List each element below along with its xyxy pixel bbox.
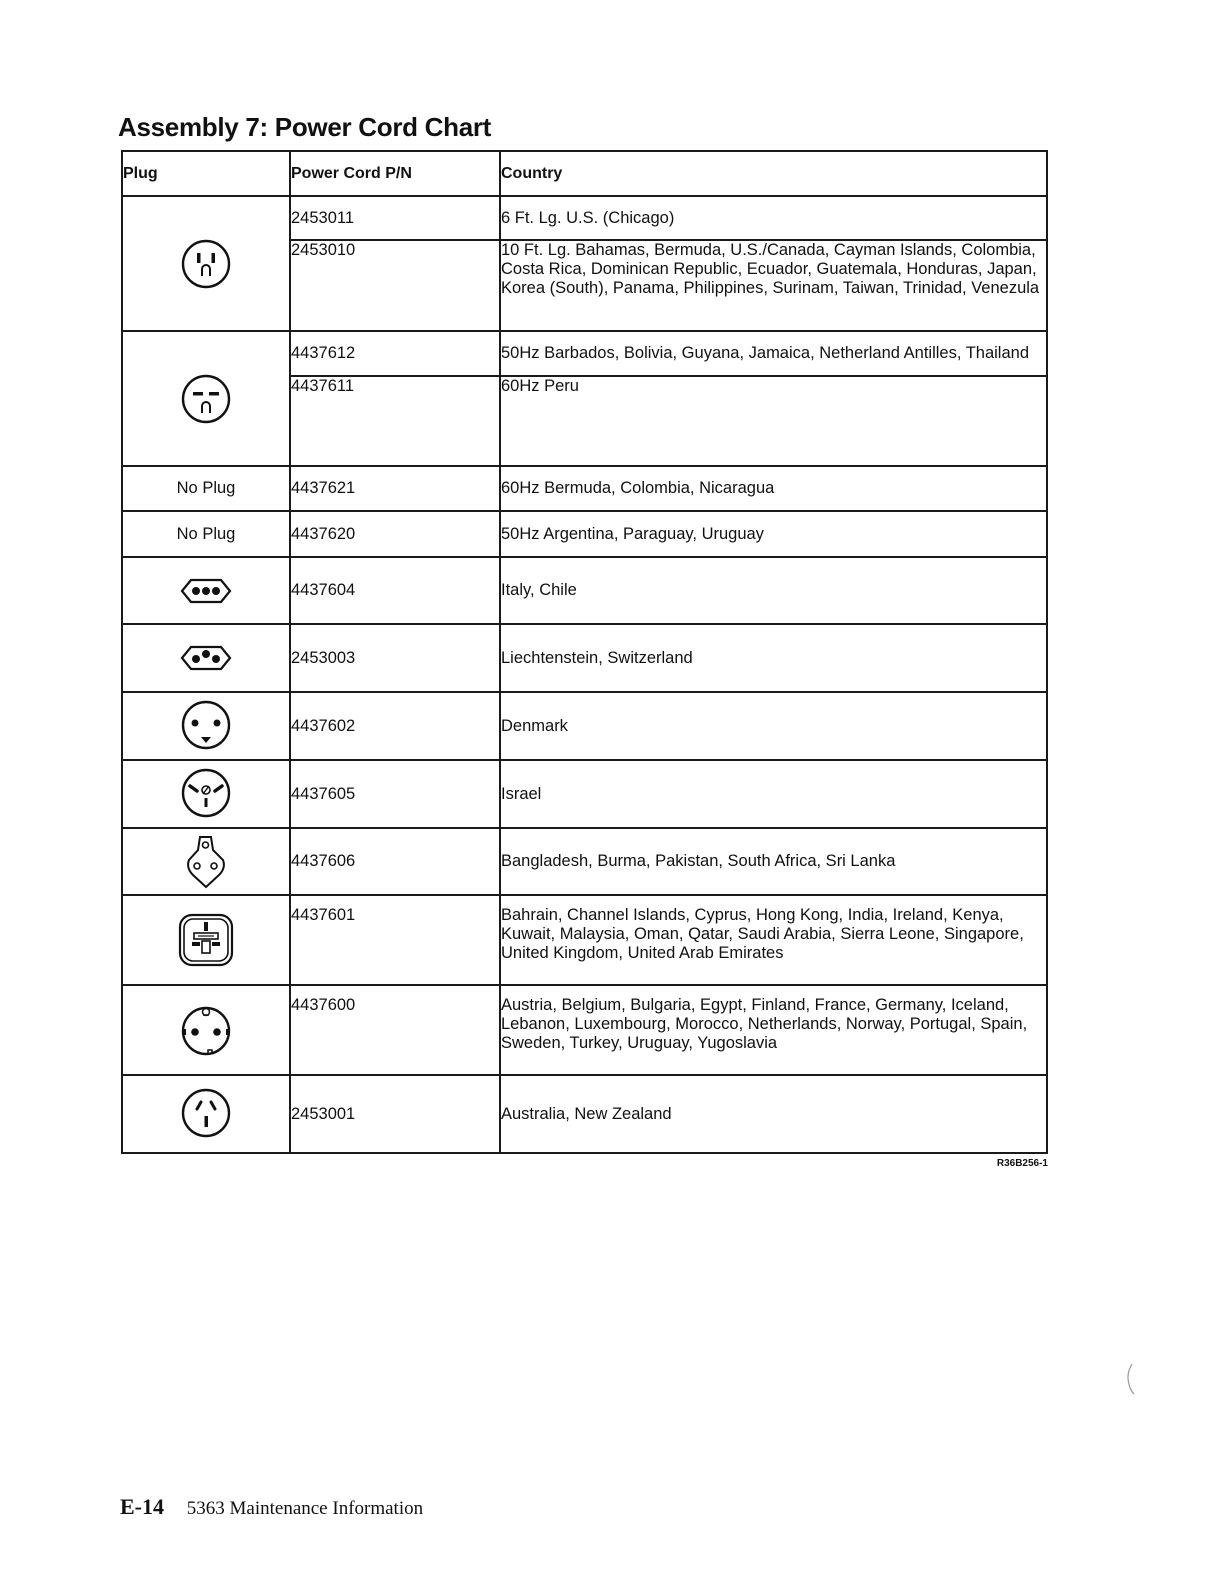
page-footer: [120, 1494, 423, 1520]
danish-plug-icon: [178, 698, 234, 754]
plug-cell: [122, 760, 290, 828]
plug-cell: [122, 828, 290, 895]
country-cell: Denmark: [500, 692, 1047, 760]
country-cell: Liechtenstein, Switzerland: [500, 624, 1047, 692]
header-plug: Plug: [122, 151, 290, 196]
table-row: [122, 1075, 1047, 1153]
plug-cell: [122, 196, 290, 331]
table-row: [122, 985, 1047, 1075]
plug-cell: [122, 985, 290, 1075]
plug-cell: [122, 331, 290, 466]
table-row: [122, 331, 1047, 376]
table-row: [122, 760, 1047, 828]
israeli-plug-icon: [178, 766, 234, 822]
part-number-cell: 4437612: [290, 331, 500, 376]
footer-text: 5363 Maintenance Information: [186, 1498, 424, 1519]
plug-cell: No Plug: [122, 466, 290, 511]
table-row: [122, 895, 1047, 985]
country-cell: 50Hz Argentina, Paraguay, Uruguay: [500, 511, 1047, 557]
plug-cell: [122, 895, 290, 985]
plug-cell: [122, 624, 290, 692]
country-cell: 6 Ft. Lg. U.S. (Chicago): [500, 196, 1047, 240]
power-cord-table: [121, 150, 1048, 1154]
plug-cell: [122, 692, 290, 760]
horizontal-blade-plug-icon: [178, 371, 234, 427]
table-row: [122, 557, 1047, 624]
country-cell: 50Hz Barbados, Bolivia, Guyana, Jamaica, Netherland Antilles, Thailand: [500, 331, 1047, 376]
country-cell: 60Hz Peru: [500, 376, 1047, 466]
page-number: E-14: [120, 1494, 164, 1519]
part-number-cell: 2453003: [290, 624, 500, 692]
us-plug-icon: [178, 236, 234, 292]
italian-plug-icon: [178, 576, 234, 606]
page-title: Assembly 7: Power Cord Chart: [118, 112, 492, 142]
country-cell: Austria, Belgium, Bulgaria, Egypt, Finland, France, Germany, Iceland, Lebanon, Luxembourg, Morocco, Netherlands, Norway, Portugal, Spain, Sweden, Turkey, Uruguay, Yugoslavia: [500, 985, 1047, 1075]
margin-mark-icon: [1122, 1360, 1142, 1400]
table-row: [122, 828, 1047, 895]
part-number-cell: 4437611: [290, 376, 500, 466]
header-part-number: Power Cord P/N: [290, 151, 500, 196]
table-row: [122, 692, 1047, 760]
australian-plug-icon: [178, 1086, 234, 1142]
country-cell: Israel: [500, 760, 1047, 828]
part-number-cell: 4437621: [290, 466, 500, 511]
header-country: Country: [500, 151, 1047, 196]
country-cell: Italy, Chile: [500, 557, 1047, 624]
country-cell: Bangladesh, Burma, Pakistan, South Africa, Sri Lanka: [500, 828, 1047, 895]
part-number-cell: 4437600: [290, 985, 500, 1075]
part-number-cell: 4437602: [290, 692, 500, 760]
schuko-plug-icon: [178, 1001, 234, 1059]
south-african-plug-icon: [184, 833, 228, 891]
table-row: [122, 511, 1047, 557]
table-row: [122, 466, 1047, 511]
country-cell: 10 Ft. Lg. Bahamas, Bermuda, U.S./Canada, Cayman Islands, Colombia, Costa Rica, Dominican Republic, Ecuador, Guatemala, Honduras, Japan, Korea (South), Panama, Philippines, Surinam, Taiwan, Trinidad, Venezula: [500, 240, 1047, 331]
table-row: [122, 624, 1047, 692]
plug-cell: [122, 1075, 290, 1153]
table-row: [122, 196, 1047, 240]
part-number-cell: 4437604: [290, 557, 500, 624]
country-cell: 60Hz Bermuda, Colombia, Nicaragua: [500, 466, 1047, 511]
swiss-plug-icon: [178, 643, 234, 673]
country-cell: Bahrain, Channel Islands, Cyprus, Hong Kong, India, Ireland, Kenya, Kuwait, Malaysia, Oman, Qatar, Saudi Arabia, Sierra Leone, Singapore, United Kingdom, United Arab Emirates: [500, 895, 1047, 985]
part-number-cell: 2453010: [290, 240, 500, 331]
table-header-row: [122, 151, 1047, 196]
figure-reference: R36B256-1: [996, 1158, 1048, 1169]
country-cell: Australia, New Zealand: [500, 1075, 1047, 1153]
plug-cell: [122, 557, 290, 624]
part-number-cell: 4437620: [290, 511, 500, 557]
part-number-cell: 4437605: [290, 760, 500, 828]
uk-plug-icon: [177, 912, 235, 968]
plug-cell: No Plug: [122, 511, 290, 557]
part-number-cell: 4437606: [290, 828, 500, 895]
part-number-cell: 2453011: [290, 196, 500, 240]
part-number-cell: 2453001: [290, 1075, 500, 1153]
part-number-cell: 4437601: [290, 895, 500, 985]
